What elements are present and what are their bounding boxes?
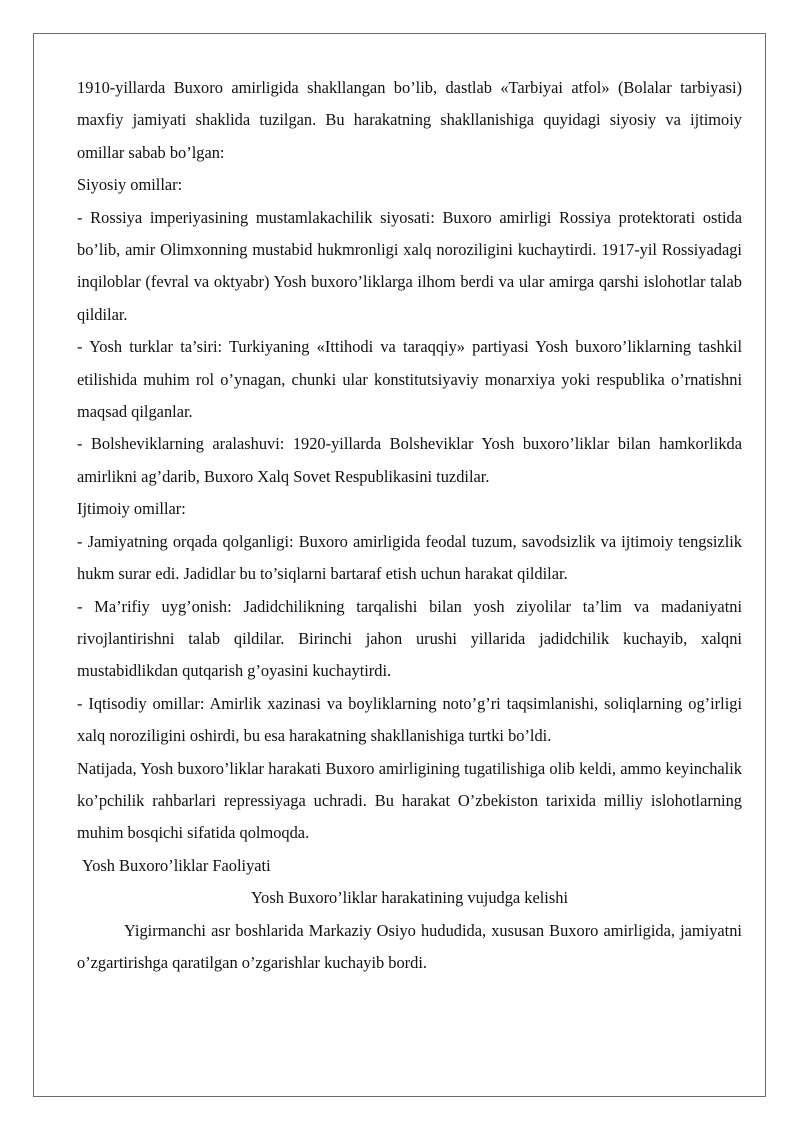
subsection-heading: Yosh Buxoro’liklar harakatining vujudga kelishi: [250, 888, 568, 908]
closing-paragraph: Yigirmanchi asr boshlarida Markaziy Osiyo hududida, xususan Buxoro amirligida, jamiyatni o’zgartirishga qaratilgan o’zgarishlar kuchayib bordi.: [77, 920, 742, 972]
factor-economic: - Iqtisodiy omillar: Amirlik xazinasi va boyliklarning noto’g’ri taqsimlanishi, soliqlarning og’irligi xalq noroziligini oshirdi, bu esa harakatning shakllanishiga turtki bo’ldi.: [77, 693, 742, 746]
factor-enlightenment-awakening: - Ma’rifiy uyg’onish: Jadidchilikning tarqalishi bilan yosh ziyolilar ta’lim va madaniyatni rivojlantirishni talab qildilar. Birinchi jahon urushi yillarida jadidchilik kuchayib, xalqni mustabidlikdan qutqarish g’oyasini kuchaytirdi.: [77, 596, 742, 681]
factor-young-turks-influence: - Yosh turklar ta’siri: Turkiyaning «Ittihodi va taraqqiy» partiyasi Yosh buxoro’liklarning tashkil etilishida muhim rol o’ynagan, chunki ular konstitutsiyaviy monarxiya yoki respublika o’rnatishni maqsad qilganlar.: [77, 337, 742, 422]
conclusion-paragraph: Natijada, Yosh buxoro’liklar harakati Buxoro amirligining tugatilishiga olib keldi, ammo keyinchalik ko’pchilik rahbarlari repressiyaga uchradi. Bu harakat O’zbekiston tarixida milliy islohotlarning muhim bosqichi sifatida qolmoqda.: [77, 758, 742, 843]
factor-social-backwardness: - Jamiyatning orqada qolganligi: Buxoro amirligida feodal tuzum, savodsizlik va ijtimoiy tengsizlik hukm surar edi. Jadidlar bu to’siqlarni bartaraf etish uchun harakat qildilar.: [77, 531, 742, 584]
section-heading: Yosh Buxoro’liklar Faoliyati: [82, 855, 271, 875]
factor-bolshevik-intervention: - Bolsheviklarning aralashuvi: 1920-yillarda Bolsheviklar Yosh buxoro’liklar bilan hamkorlikda amirlikni ag’darib, Buxoro Xalq Sovet Respublikasini tuzdilar.: [77, 434, 742, 486]
document-body: [77, 72, 742, 979]
social-factors-heading: Ijtimoiy omillar:: [77, 499, 186, 519]
political-factors-heading: Siyosiy omillar:: [77, 175, 183, 195]
factor-russian-colonial-policy: - Rossiya imperiyasining mustamlakachilik siyosati: Buxoro amirligi Rossiya protektorati ostida bo’lib, amir Olimxonning mustabid hukmronligi xalq noroziligini kuchaytirdi. 1917-yil Rossiyadagi inqiloblar (fevral va oktyabr) Yosh buxoro’liklarga ilhom berdi va ular amirga qarshi islohotlar talab qildilar.: [77, 207, 742, 324]
intro-paragraph: 1910-yillarda Buxoro amirligida shakllangan bo’lib, dastlab «Tarbiyai atfol» (Bolalar tarbiyasi) maxfiy jamiyati shaklida tuzilgan. Bu harakatning shakllanishiga quyidagi siyosiy va ijtimoiy omillar sabab bo’lgan:: [77, 78, 742, 162]
